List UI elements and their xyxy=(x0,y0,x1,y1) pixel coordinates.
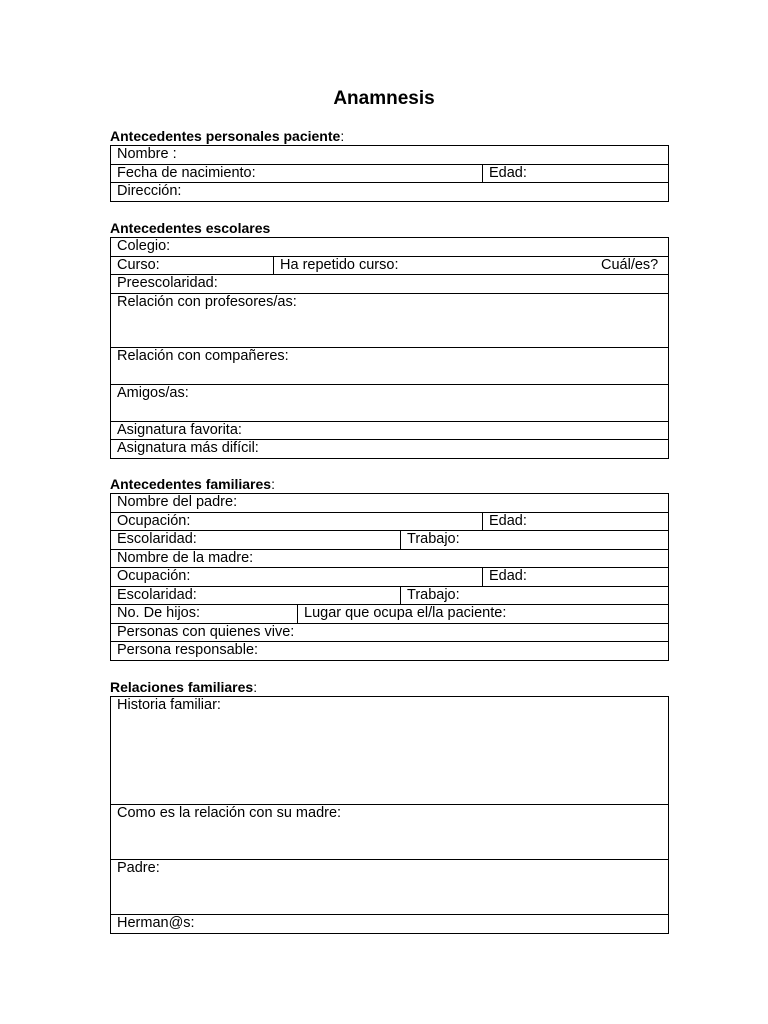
field-edad-padre[interactable]: Edad: xyxy=(483,512,669,531)
section-escolares xyxy=(110,220,668,459)
field-profesores[interactable]: Relación con profesores/as: xyxy=(111,293,669,347)
field-asignatura-dificil[interactable]: Asignatura más difícil: xyxy=(111,440,669,459)
field-escolaridad-padre[interactable]: Escolaridad: xyxy=(111,531,401,550)
field-preescolaridad[interactable]: Preescolaridad: xyxy=(111,275,669,294)
field-asignatura-favorita[interactable]: Asignatura favorita: xyxy=(111,421,669,440)
field-amigos[interactable]: Amigos/as: xyxy=(111,384,669,421)
field-escolaridad-madre[interactable]: Escolaridad: xyxy=(111,586,401,605)
section-title-personal: Antecedentes personales paciente: xyxy=(110,128,345,144)
field-trabajo-madre[interactable]: Trabajo: xyxy=(401,586,669,605)
section-relaciones xyxy=(110,679,668,934)
field-persona-responsable[interactable]: Persona responsable: xyxy=(111,642,669,661)
field-edad-madre[interactable]: Edad: xyxy=(483,568,669,587)
field-repetido[interactable] xyxy=(274,256,669,275)
section-title-familiares: Antecedentes familiares: xyxy=(110,476,275,492)
personal-table xyxy=(110,145,669,202)
field-personas-vive[interactable]: Personas con quienes vive: xyxy=(111,623,669,642)
field-no-hijos[interactable]: No. De hijos: xyxy=(111,605,298,624)
relaciones-table xyxy=(110,696,669,934)
field-relacion-padre[interactable]: Padre: xyxy=(111,860,669,915)
section-title-escolares: Antecedentes escolares xyxy=(110,220,271,236)
escolares-table xyxy=(110,237,669,459)
field-edad[interactable]: Edad: xyxy=(483,164,669,183)
section-title-relaciones: Relaciones familiares: xyxy=(110,679,258,695)
field-trabajo-padre[interactable]: Trabajo: xyxy=(401,531,669,550)
field-ocupacion-padre[interactable]: Ocupación: xyxy=(111,512,483,531)
familiares-table xyxy=(110,493,669,661)
field-ocupacion-madre[interactable]: Ocupación: xyxy=(111,568,483,587)
field-historia-familiar[interactable]: Historia familiar: xyxy=(111,697,669,805)
field-colegio[interactable]: Colegio: xyxy=(111,238,669,257)
field-nombre-madre[interactable]: Nombre de la madre: xyxy=(111,549,669,568)
field-curso[interactable]: Curso: xyxy=(111,256,274,275)
field-cuales-label: Cuál/es? xyxy=(601,256,659,273)
field-nombre-padre[interactable]: Nombre del padre: xyxy=(111,494,669,513)
field-fecha-nacimiento[interactable]: Fecha de nacimiento: xyxy=(111,164,483,183)
field-repetido-label: Ha repetido curso: xyxy=(280,256,399,273)
field-companeres[interactable]: Relación con compañeres: xyxy=(111,347,669,384)
field-lugar-paciente[interactable]: Lugar que ocupa el/la paciente: xyxy=(298,605,669,624)
field-nombre[interactable]: Nombre : xyxy=(111,146,669,165)
section-familiares xyxy=(110,476,668,661)
section-personal xyxy=(110,128,668,202)
field-hermanos[interactable]: Herman@s: xyxy=(111,915,669,934)
field-direccion[interactable]: Dirección: xyxy=(111,183,669,202)
field-relacion-madre[interactable]: Como es la relación con su madre: xyxy=(111,805,669,860)
page-title: Anamnesis xyxy=(333,88,435,109)
